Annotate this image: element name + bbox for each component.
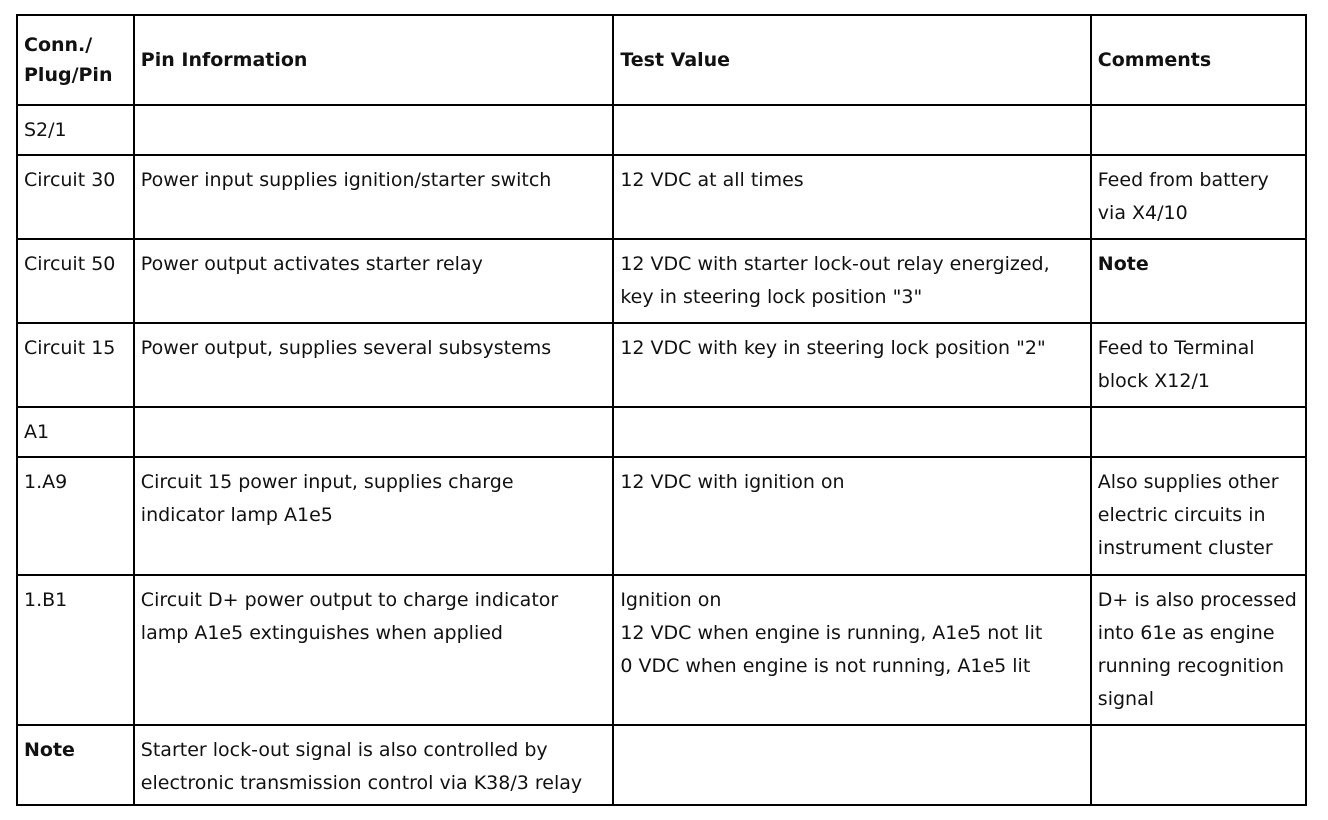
test-cell: 12 VDC at all times	[613, 155, 1090, 239]
header-test-value: Test Value	[613, 15, 1090, 105]
table-row	[17, 155, 1306, 239]
info-cell: Power input supplies ignition/starter switch	[134, 155, 614, 239]
test-cell: 12 VDC with ignition on	[613, 457, 1090, 575]
table-row	[17, 239, 1306, 323]
pin-cell: S2/1	[17, 105, 134, 155]
info-cell: Circuit D+ power output to charge indicator lamp A1e5 extinguishes when applied	[134, 575, 614, 725]
comment-cell	[1091, 407, 1306, 457]
test-cell: 12 VDC with key in steering lock position "2"	[613, 323, 1090, 407]
header-conn-plug-pin: Conn./ Plug/Pin	[17, 15, 134, 105]
pin-cell: 1.A9	[17, 457, 134, 575]
table-row	[17, 575, 1306, 725]
comment-cell: Also supplies other electric circuits in instrument cluster	[1091, 457, 1306, 575]
pin-cell: 1.B1	[17, 575, 134, 725]
pin-cell: Circuit 15	[17, 323, 134, 407]
pin-cell: A1	[17, 407, 134, 457]
test-cell	[613, 407, 1090, 457]
info-cell: Circuit 15 power input, supplies charge indicator lamp A1e5	[134, 457, 614, 575]
table-row	[17, 105, 1306, 155]
table-row	[17, 323, 1306, 407]
comment-cell: Feed to Terminal block X12/1	[1091, 323, 1306, 407]
info-cell: Starter lock-out signal is also controlled by electronic transmission control via K38/3 relay	[134, 725, 614, 805]
table-header-row	[17, 15, 1306, 105]
test-cell	[613, 725, 1090, 805]
comment-cell: Feed from battery via X4/10	[1091, 155, 1306, 239]
info-cell	[134, 105, 614, 155]
test-cell: Ignition on 12 VDC when engine is running, A1e5 not lit 0 VDC when engine is not running, A1e5 lit	[613, 575, 1090, 725]
pin-information-table	[16, 14, 1307, 806]
comment-cell	[1091, 105, 1306, 155]
pin-cell: Circuit 50	[17, 239, 134, 323]
test-cell	[613, 105, 1090, 155]
info-cell: Power output, supplies several subsystems	[134, 323, 614, 407]
header-pin-information: Pin Information	[134, 15, 614, 105]
pin-cell: Circuit 30	[17, 155, 134, 239]
info-cell	[134, 407, 614, 457]
info-cell: Power output activates starter relay	[134, 239, 614, 323]
comment-cell: D+ is also processed into 61e as engine running recognition signal	[1091, 575, 1306, 725]
test-cell: 12 VDC with starter lock-out relay energized, key in steering lock position "3"	[613, 239, 1090, 323]
table-row	[17, 457, 1306, 575]
table-row	[17, 725, 1306, 805]
comment-cell	[1091, 725, 1306, 805]
pin-cell: Note	[17, 725, 134, 805]
comment-cell: Note	[1091, 239, 1306, 323]
header-comments: Comments	[1091, 15, 1306, 105]
table-body	[17, 105, 1306, 805]
table-row	[17, 407, 1306, 457]
